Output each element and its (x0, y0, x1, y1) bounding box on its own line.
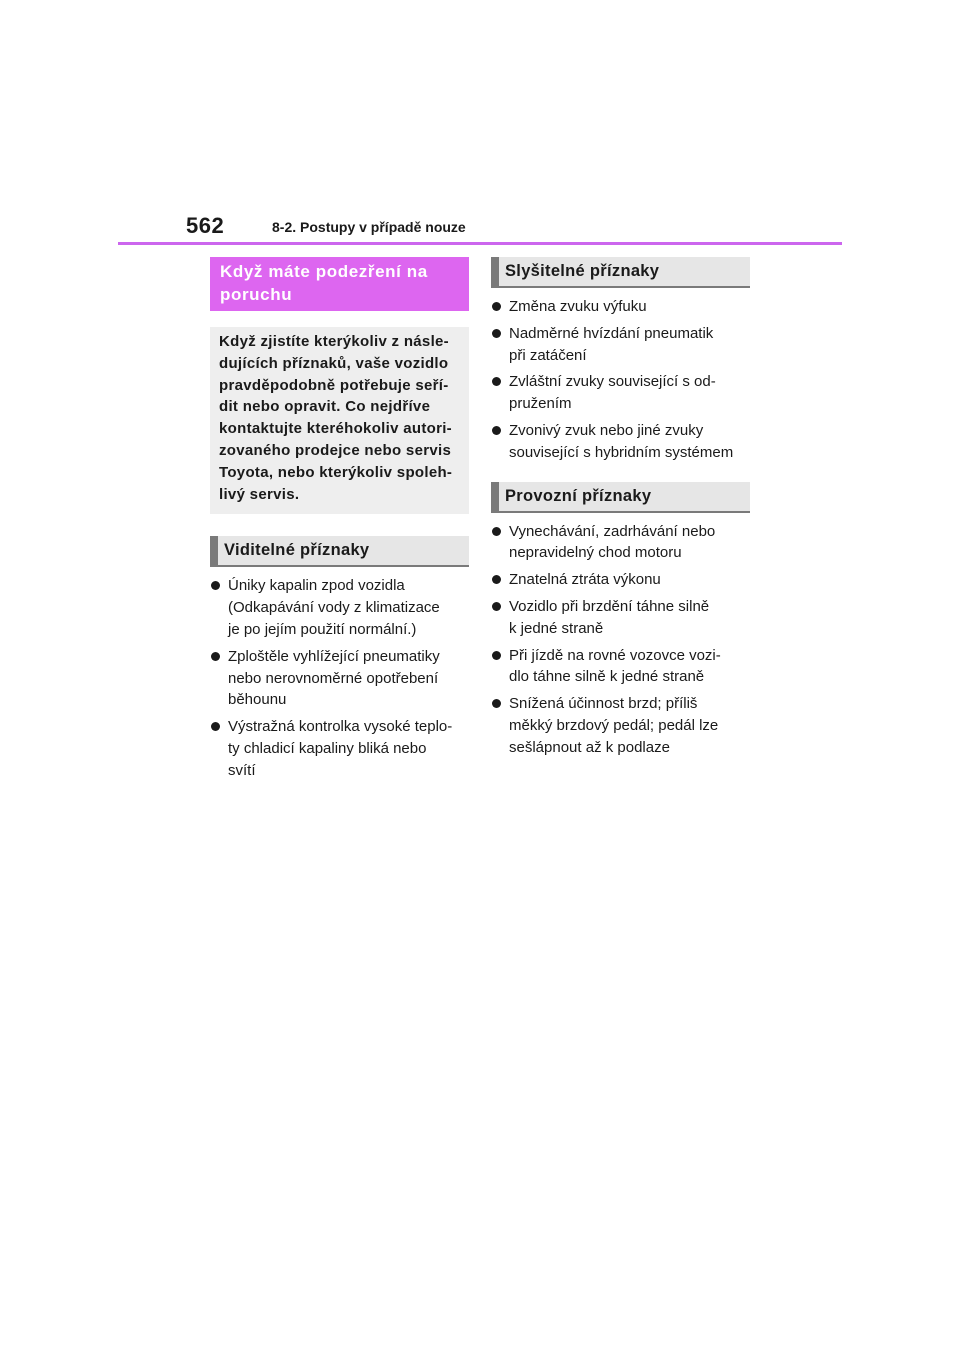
list-item: Zvláštní zvuky související s od- pružením (491, 371, 750, 415)
bullet-icon (211, 581, 220, 590)
list-item: Zvonivý zvuk nebo jiné zvuky související s hybridním systémem (491, 420, 750, 464)
section-title: 8-2. Postupy v případě nouze (272, 219, 466, 235)
list-item: Vozidlo při brzdění táhne silně k jedné straně (491, 596, 750, 640)
intro-line: dujících příznaků, vaše vozidlo (219, 354, 449, 372)
list-item: Snížená účinnost brzd; příliš měkký brzdový pedál; pedál lze sešlápnout až k podlaze (491, 693, 750, 758)
list-item: Nadměrné hvízdání pneumatik při zatáčení (491, 323, 750, 367)
bullet-icon (492, 602, 501, 611)
bullet-icon (492, 329, 501, 338)
bullet-icon (492, 575, 501, 584)
intro-box (210, 327, 469, 514)
list-item: Výstražná kontrolka vysoké teplo- ty chladicí kapaliny bliká nebo svítí (210, 716, 469, 781)
malfunction-banner (210, 257, 469, 311)
intro-line: dit nebo opravit. Co nejdříve (219, 398, 431, 416)
left-column (210, 257, 469, 782)
list-item: Znatelná ztráta výkonu (491, 569, 750, 591)
list-item: Zploštěle vyhlížející pneumatiky nebo nerovnoměrné opotřebení běhounu (210, 646, 469, 711)
list-item: Při jízdě na rovné vozovce vozi- dlo táhne silně k jedné straně (491, 645, 750, 689)
bullet-icon (492, 377, 501, 386)
intro-line: livý servis. (219, 485, 300, 503)
right-column (491, 257, 750, 759)
bullet-icon (492, 302, 501, 311)
bullet-icon (211, 652, 220, 661)
list-item: Vynechávání, zadrhávání nebo nepravidelný chod motoru (491, 521, 750, 565)
header-rule (118, 242, 842, 245)
list-item: Změna zvuku výfuku (491, 296, 750, 318)
audible-symptoms-heading: Slyšitelné příznaky (491, 257, 750, 288)
operational-symptoms-heading: Provozní příznaky (491, 482, 750, 513)
intro-line: kontaktujte kteréhokoliv autori- (219, 420, 452, 438)
operational-symptoms-list (491, 521, 750, 759)
visible-symptoms-heading: Viditelné příznaky (210, 536, 469, 567)
bullet-icon (492, 527, 501, 536)
bullet-icon (492, 426, 501, 435)
list-item: Úniky kapalin zpod vozidla (Odkapávání vody z klimatizace je po jejím použití normální.) (210, 575, 469, 640)
intro-line: pravděpodobně potřebuje seří- (219, 376, 449, 394)
banner-line: poruchu (220, 285, 293, 304)
page-number: 562 (186, 213, 225, 238)
bullet-icon (492, 651, 501, 660)
bullet-icon (211, 722, 220, 731)
bullet-icon (492, 699, 501, 708)
audible-symptoms-list (491, 296, 750, 464)
intro-line: zovaného prodejce nebo servis (219, 441, 452, 459)
intro-line: Když zjistíte kterýkoliv z násle- (219, 333, 449, 350)
intro-line: Toyota, nebo kterýkoliv spoleh- (219, 463, 453, 481)
visible-symptoms-list (210, 575, 469, 781)
banner-line: Když máte podezření na (220, 262, 428, 281)
